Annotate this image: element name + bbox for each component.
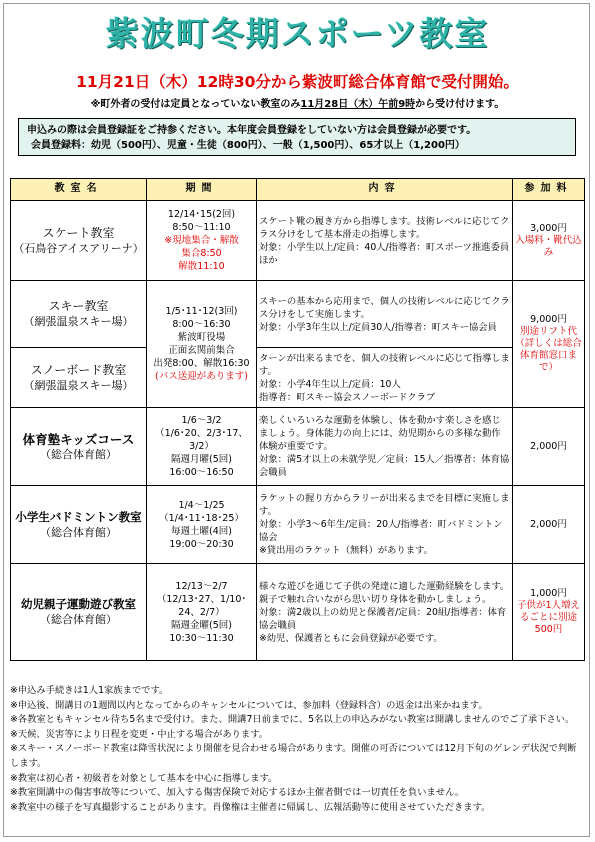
period-line: 8:00～16:30 (172, 319, 231, 330)
header-period: 期間 (147, 179, 257, 201)
period-cell (147, 486, 257, 564)
content-cell (257, 486, 513, 564)
content-cell (257, 348, 513, 408)
period-cell (147, 281, 257, 408)
content-text: ※幼児、保護者ともに会員登録が必要です。 (259, 632, 443, 644)
class-place: （総合体育館） (40, 525, 117, 539)
fee-amount: 2,000円 (530, 440, 567, 452)
note-item: ※教室中の様子を写真撮影することがあります。肖像権は主催者に帰属し、広報活動等に使用させていただきます。 (10, 801, 491, 813)
class-name: 幼児親子運動遊び教室 (21, 597, 136, 611)
class-name: 小学生バドミントン教室 (15, 509, 142, 524)
period-line: 紫波町役場 (177, 332, 226, 343)
content-cell (257, 564, 513, 661)
note-item: ※申込み手続きは1人1家族までです。 (10, 685, 169, 696)
period-line: 隔週金曜(5回) (171, 619, 232, 631)
fee-amount: 3,000円 (530, 222, 567, 234)
page-title: 紫波町冬期スポーツ教室 (105, 14, 490, 53)
notice-fees: 会員登録料：幼児（500円）、児童・生徒（800円）、一般（1,500円）、65才以上（1,200円） (31, 140, 465, 151)
content-text: ※貸出用のラケット（無料）があります。 (259, 545, 433, 556)
class-name-cell (11, 486, 147, 564)
class-name: スケート教室 (42, 225, 115, 240)
period-line: 12/13～2/7 (175, 580, 228, 592)
period-note: ※現地集合・解散 (164, 235, 239, 246)
content-text: スキーの基本から応用まで、個人の技術レベルに応じてクラス分けをして実施します。 (259, 295, 510, 320)
fee-amount: 9,000円 (530, 314, 567, 325)
note-item: ※各教室ともキャンセル待ち5名まで受付け。また、開講7日前までに、5名以上の申込みがない教室は開講しませんのでご了承下さい。 (10, 714, 575, 726)
period-line: （1/4･11･18･25） (159, 512, 244, 524)
content-text: 対象：満2歳以上の幼児と保護者/定員：20組/指導者：体育協会職員 (259, 606, 507, 631)
fee-cell (513, 281, 585, 408)
class-name-cell (11, 281, 147, 348)
header-class-name: 教室名 (11, 179, 147, 201)
period-line: 1/5･11･12(3回) (165, 306, 238, 317)
note-item: ※教室開講中の傷害事故等について、加入する傷害保険で対応するほか主催者側では一切責任を負いません。 (10, 787, 465, 799)
content-cell (257, 408, 513, 486)
fee-cell (513, 564, 585, 661)
membership-notice (18, 118, 576, 156)
table-row (11, 408, 585, 486)
class-name-cell (11, 408, 147, 486)
period-note: 解散11:10 (178, 261, 225, 272)
class-place: （総合体育館） (40, 613, 117, 626)
period-note: 集合8:50 (181, 248, 222, 259)
class-name-cell (11, 201, 147, 281)
content-text: ラケットの握り方からラリーが出来るまでを目標に実施します。 (259, 493, 510, 517)
table-row (11, 281, 585, 348)
period-line: 19:00～20:30 (169, 538, 234, 550)
period-cell (147, 201, 257, 281)
period-line: 隔週月曜(5回) (171, 454, 232, 465)
fee-note: 子供が1人増えるごとに別途500円 (516, 600, 581, 635)
content-text: 対象：小学3年生以上/定員30人/指導者：町スキー協会員 (259, 321, 497, 333)
class-place: （石鳥谷アイスアリーナ） (13, 241, 144, 255)
period-line: 8:50～11:10 (172, 222, 231, 233)
period-line: 正面玄関前集合 (168, 345, 235, 356)
period-line: 1/4～1/25 (178, 499, 225, 511)
reception-start: 11月21日（木）12時30分から紫波町総合体育館で受付開始。 (76, 73, 519, 91)
note-item: ※教室は初心者・初級者を対象として基本を中心に指導します。 (10, 772, 278, 784)
fee-amount: 2,000円 (530, 518, 567, 530)
class-name-cell (11, 348, 147, 408)
notes-list (10, 684, 585, 815)
period-line: （12/13･27、1/10･24、2/7） (156, 593, 247, 618)
period-line: 10:30～11:30 (169, 632, 234, 644)
table-row (11, 348, 585, 408)
table-row (11, 201, 585, 281)
period-cell (147, 408, 257, 486)
class-name: 体育塾キッズコース (22, 431, 135, 447)
content-text: ターンが出来るまでを、個人の技術レベルに応じて指導します。 (259, 352, 510, 377)
fee-note: 別途リフト代（詳しくは総合体育館窓口まで） (515, 326, 582, 373)
fee-note: 入場料・靴代込み (515, 234, 582, 258)
period-line: 出発8:00、解散16:30 (153, 358, 250, 369)
class-schedule-table (10, 178, 585, 661)
period-line: 12/14･15(2回) (167, 209, 236, 220)
fee-amount: 1,000円 (530, 588, 567, 599)
period-line: 毎週土曜(4回) (171, 525, 232, 537)
class-place: （総合体育館） (40, 447, 117, 461)
content-text: 楽しくいろいろな運動を体験し、体を動かす楽しさを感じましょう。身体能力の向上には、幼児期からの多様な動作体験が重要です。 (259, 415, 501, 452)
content-text: 指導者：町スキー協会スノーボードクラブ (259, 391, 436, 403)
note-item: ※申込後、開講日の1週間以内となってからのキャンセルについては、参加料（登録料含）の返金は出来かねます。 (10, 699, 488, 711)
notice-line-1: 申込みの際は会員登録証をご持参ください。本年度会員登録をしていない方は会員登録が必要です。 (27, 125, 477, 136)
content-text: 対象：満5才以上の未就学児／定員：15人／指導者：体育協会職員 (259, 454, 510, 478)
outside-resident-note: ※町外者の受付は定員となっていない教室のみ11月28日（木）午前9時から受け付けます。 (90, 99, 505, 110)
fee-cell (513, 486, 585, 564)
class-place: （網張温泉スキー場） (23, 315, 134, 328)
period-line: （1/6･20、2/3･17、3/2） (155, 428, 248, 452)
table-row (11, 486, 585, 564)
period-cell (147, 564, 257, 661)
class-name: スノーボード教室 (30, 362, 127, 377)
class-place: （網張温泉スキー場） (23, 378, 134, 392)
header-content: 内容 (257, 179, 513, 201)
note-item: ※天候、災害等により日程を変更・中止する場合があります。 (10, 728, 269, 740)
header-fee: 参加料 (513, 179, 585, 201)
period-line: 1/6～3/2 (181, 415, 222, 426)
fee-cell (513, 201, 585, 281)
period-line: 16:00～16:50 (169, 467, 234, 478)
content-text: 対象：小学4年生以上/定員：10人 (259, 378, 401, 390)
content-text: スケート靴の履き方から指導します。技術レベルに応じてクラス分けをして基本滑走の指導します。 (259, 215, 510, 240)
content-text: 対象：小学生以上/定員：40人/指導者：町スポーツ推進委員ほか (259, 241, 510, 266)
content-cell (257, 281, 513, 348)
content-cell (257, 201, 513, 281)
note-item: ※スキー・スノーボード教室は降雪状況により開催を見合わせる場合があります。開催の可否については12月下旬のゲレンデ状況で判断します。 (10, 743, 577, 769)
period-note: (バス送迎があります) (155, 371, 248, 382)
fee-cell (513, 408, 585, 486)
class-name-cell (11, 564, 147, 661)
content-text: 対象：小学3～6年生/定員：20人/指導者：町バドミントン協会 (259, 519, 503, 543)
content-text: 様々な遊びを通じて子供の発達に適した運動経験をします。親子で触れ合いながら思い切り身体を動かしましょう。 (259, 580, 510, 605)
table-row (11, 564, 585, 661)
table-header-row (11, 179, 585, 201)
class-name: スキー教室 (48, 299, 109, 313)
